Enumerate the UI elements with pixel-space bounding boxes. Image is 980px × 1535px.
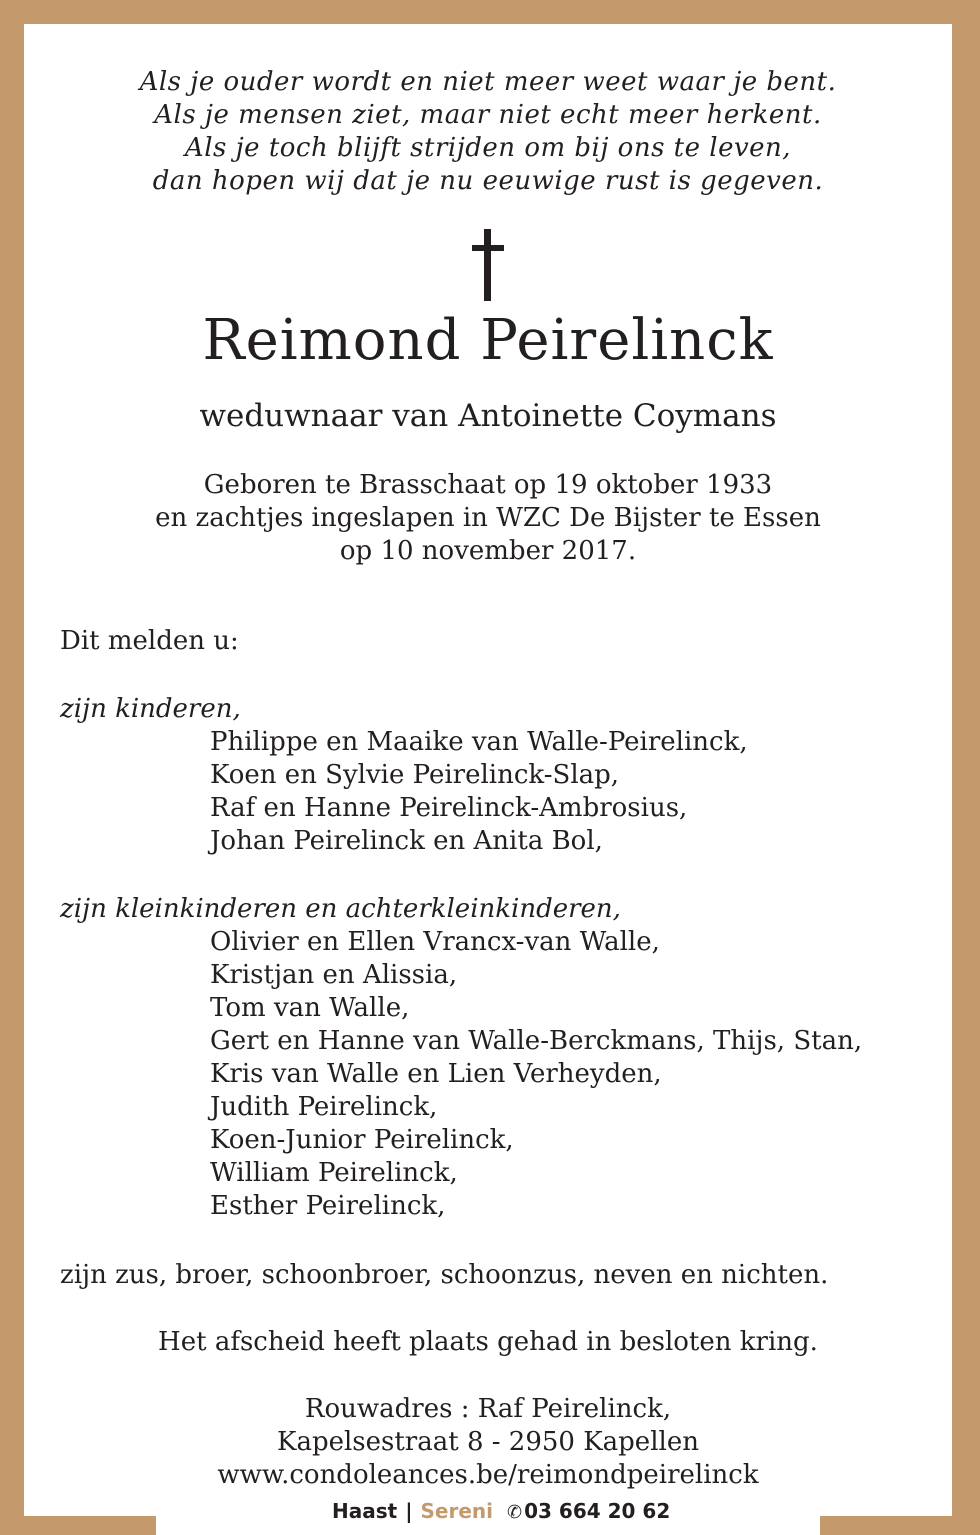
relatives-text: zijn zus, broer, schoonbroer, schoonzus, neven en nichten. [60,1260,829,1290]
poem-line: Als je ouder wordt en niet meer weet waar je bent. [139,67,837,97]
footer [24,1498,952,1535]
brand-separator: | [405,1499,413,1523]
children-heading: zijn kinderen, [60,694,241,724]
list-item: Kris van Walle en Lien Verheyden, [210,1059,662,1089]
poem-line: dan hopen wij dat je nu eeuwige rust is gegeven. [152,166,824,196]
funeral-home-contact [332,1498,670,1524]
list-item: Tom van Walle, [210,993,410,1023]
list-item: Raf en Hanne Peirelinck-Ambrosius, [210,793,688,823]
detail-line: en zachtjes ingeslapen in WZC De Bijster te Essen [155,503,821,533]
list-item: Gert en Hanne van Walle-Berckmans, Thijs, Stan, [210,1026,863,1056]
brand-haast: Haast [332,1499,398,1523]
deceased-name: Reimond Peirelinck [202,308,774,373]
footer-divider [820,1516,952,1535]
brand-sereni: Sereni [420,1499,494,1523]
children-list [210,726,748,858]
deceased-subtitle: weduwnaar van Antoinette Coymans [199,398,777,434]
list-item: Esther Peirelinck, [210,1191,446,1221]
birth-death-details [24,469,952,568]
list-item: Philippe en Maaike van Walle-Peirelinck, [210,727,748,757]
grandchildren-heading: zijn kleinkinderen en achterkleinkinderen, [60,894,621,924]
poem-line: Als je toch blijft strijden om bij ons te leven, [184,133,792,163]
website-link[interactable]: www.condoleances.be/reimondpeirelinck [217,1460,759,1490]
poem-line: Als je mensen ziet, maar niet echt meer herkent. [154,100,822,130]
death-notice-card [24,24,952,1535]
footer-divider [24,1516,156,1535]
phone-number[interactable]: 03 664 20 62 [524,1499,671,1523]
list-item: Kristjan en Alissia, [210,960,458,990]
list-item: Koen en Sylvie Peirelinck-Slap, [210,760,620,790]
list-item: Olivier en Ellen Vrancx-van Walle, [210,927,660,957]
detail-line: Geboren te Brasschaat op 19 oktober 1933 [203,470,773,500]
cross-icon [464,229,512,301]
farewell-text: Het afscheid heeft plaats gehad in besloten kring. [158,1327,818,1357]
address-block [24,1393,952,1492]
list-item: Johan Peirelinck en Anita Bol, [210,826,603,856]
address-line: Kapelsestraat 8 - 2950 Kapellen [277,1427,699,1457]
detail-line: op 10 november 2017. [339,536,637,566]
list-item: Judith Peirelinck, [210,1092,438,1122]
phone-icon: ✆ [507,1502,523,1523]
intro-text: Dit melden u: [60,626,239,656]
grandchildren-list [210,926,862,1223]
list-item: Koen-Junior Peirelinck, [210,1125,514,1155]
address-line: Rouwadres : Raf Peirelinck, [304,1394,672,1424]
poem [24,66,952,198]
list-item: William Peirelinck, [210,1158,458,1188]
